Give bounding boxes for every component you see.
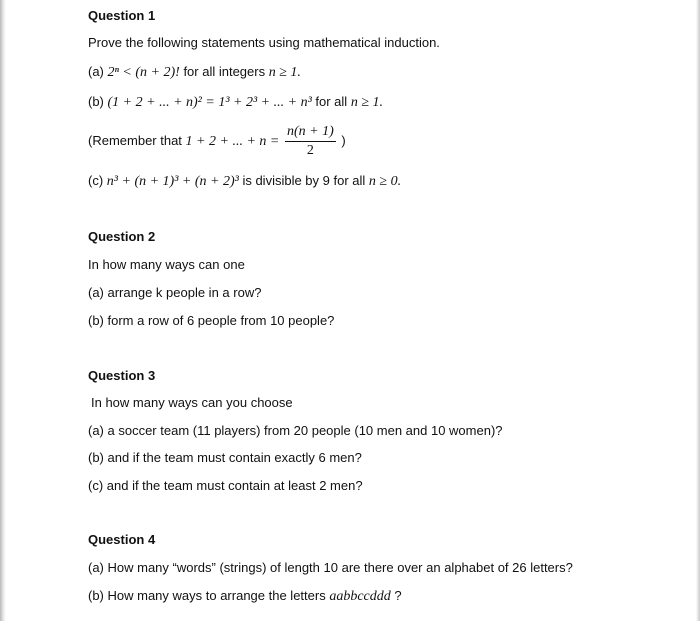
question-1a-math: 2ⁿ < (n + 2)! bbox=[107, 65, 180, 80]
fraction-denominator: 2 bbox=[306, 143, 314, 158]
question-1a-label: (a) bbox=[88, 64, 104, 79]
question-1c-label: (c) bbox=[88, 173, 104, 188]
question-2-intro: In how many ways can one bbox=[88, 257, 245, 272]
question-1b-math: (1 + 2 + ... + n)² = 1³ + 2³ + ... + n³ bbox=[107, 95, 312, 110]
question-4-title: Question 4 bbox=[88, 532, 156, 547]
question-3-title: Question 3 bbox=[88, 368, 156, 383]
question-3b: (b) and if the team must contain exactly 6 men? bbox=[88, 450, 362, 465]
fraction-numerator: n(n + 1) bbox=[285, 124, 336, 142]
question-1c-math: n³ + (n + 1)³ + (n + 2)³ bbox=[106, 174, 239, 189]
question-1c-condition: n ≥ 0. bbox=[368, 174, 402, 189]
question-4b bbox=[88, 588, 402, 605]
question-1a-condition: n ≥ 1. bbox=[268, 65, 301, 80]
question-1c bbox=[88, 173, 401, 190]
remember-prefix: (Remember that bbox=[88, 132, 182, 148]
question-3c: (c) and if the team must contain at least 2 men? bbox=[88, 478, 363, 493]
question-3-intro: In how many ways can you choose bbox=[91, 395, 293, 410]
question-1a-text: for all integers bbox=[183, 64, 266, 79]
question-1b-condition: n ≥ 1. bbox=[350, 95, 383, 110]
question-3a: (a) a soccer team (11 players) from 20 people (10 men and 10 women)? bbox=[88, 423, 503, 438]
question-1-remember-note bbox=[88, 124, 346, 159]
question-1-intro: Prove the following statements using mathematical induction. bbox=[88, 35, 440, 50]
question-2b: (b) form a row of 6 people from 10 people? bbox=[88, 313, 335, 328]
question-4a: (a) How many “words” (strings) of length 10 are there over an alphabet of 26 letters? bbox=[88, 560, 573, 575]
remember-suffix: ) bbox=[341, 132, 346, 148]
remember-sum-lhs: 1 + 2 + ... + n = bbox=[185, 133, 280, 149]
question-1-title: Question 1 bbox=[88, 8, 156, 23]
page-shadow-right bbox=[696, 0, 700, 621]
question-1b-label: (b) bbox=[88, 94, 104, 109]
remember-fraction bbox=[285, 124, 336, 159]
question-4b-word: aabbccddd bbox=[329, 589, 391, 604]
question-1c-text: is divisible by 9 for all bbox=[242, 173, 366, 188]
question-4b-text: (b) How many ways to arrange the letters bbox=[88, 588, 326, 603]
question-4b-mark: ? bbox=[394, 588, 402, 603]
question-1b bbox=[88, 94, 383, 111]
question-1b-text: for all bbox=[315, 94, 348, 109]
page-shadow-left bbox=[0, 0, 6, 621]
question-2-title: Question 2 bbox=[88, 229, 156, 244]
question-2a: (a) arrange k people in a row? bbox=[88, 285, 262, 300]
question-1a bbox=[88, 64, 301, 81]
